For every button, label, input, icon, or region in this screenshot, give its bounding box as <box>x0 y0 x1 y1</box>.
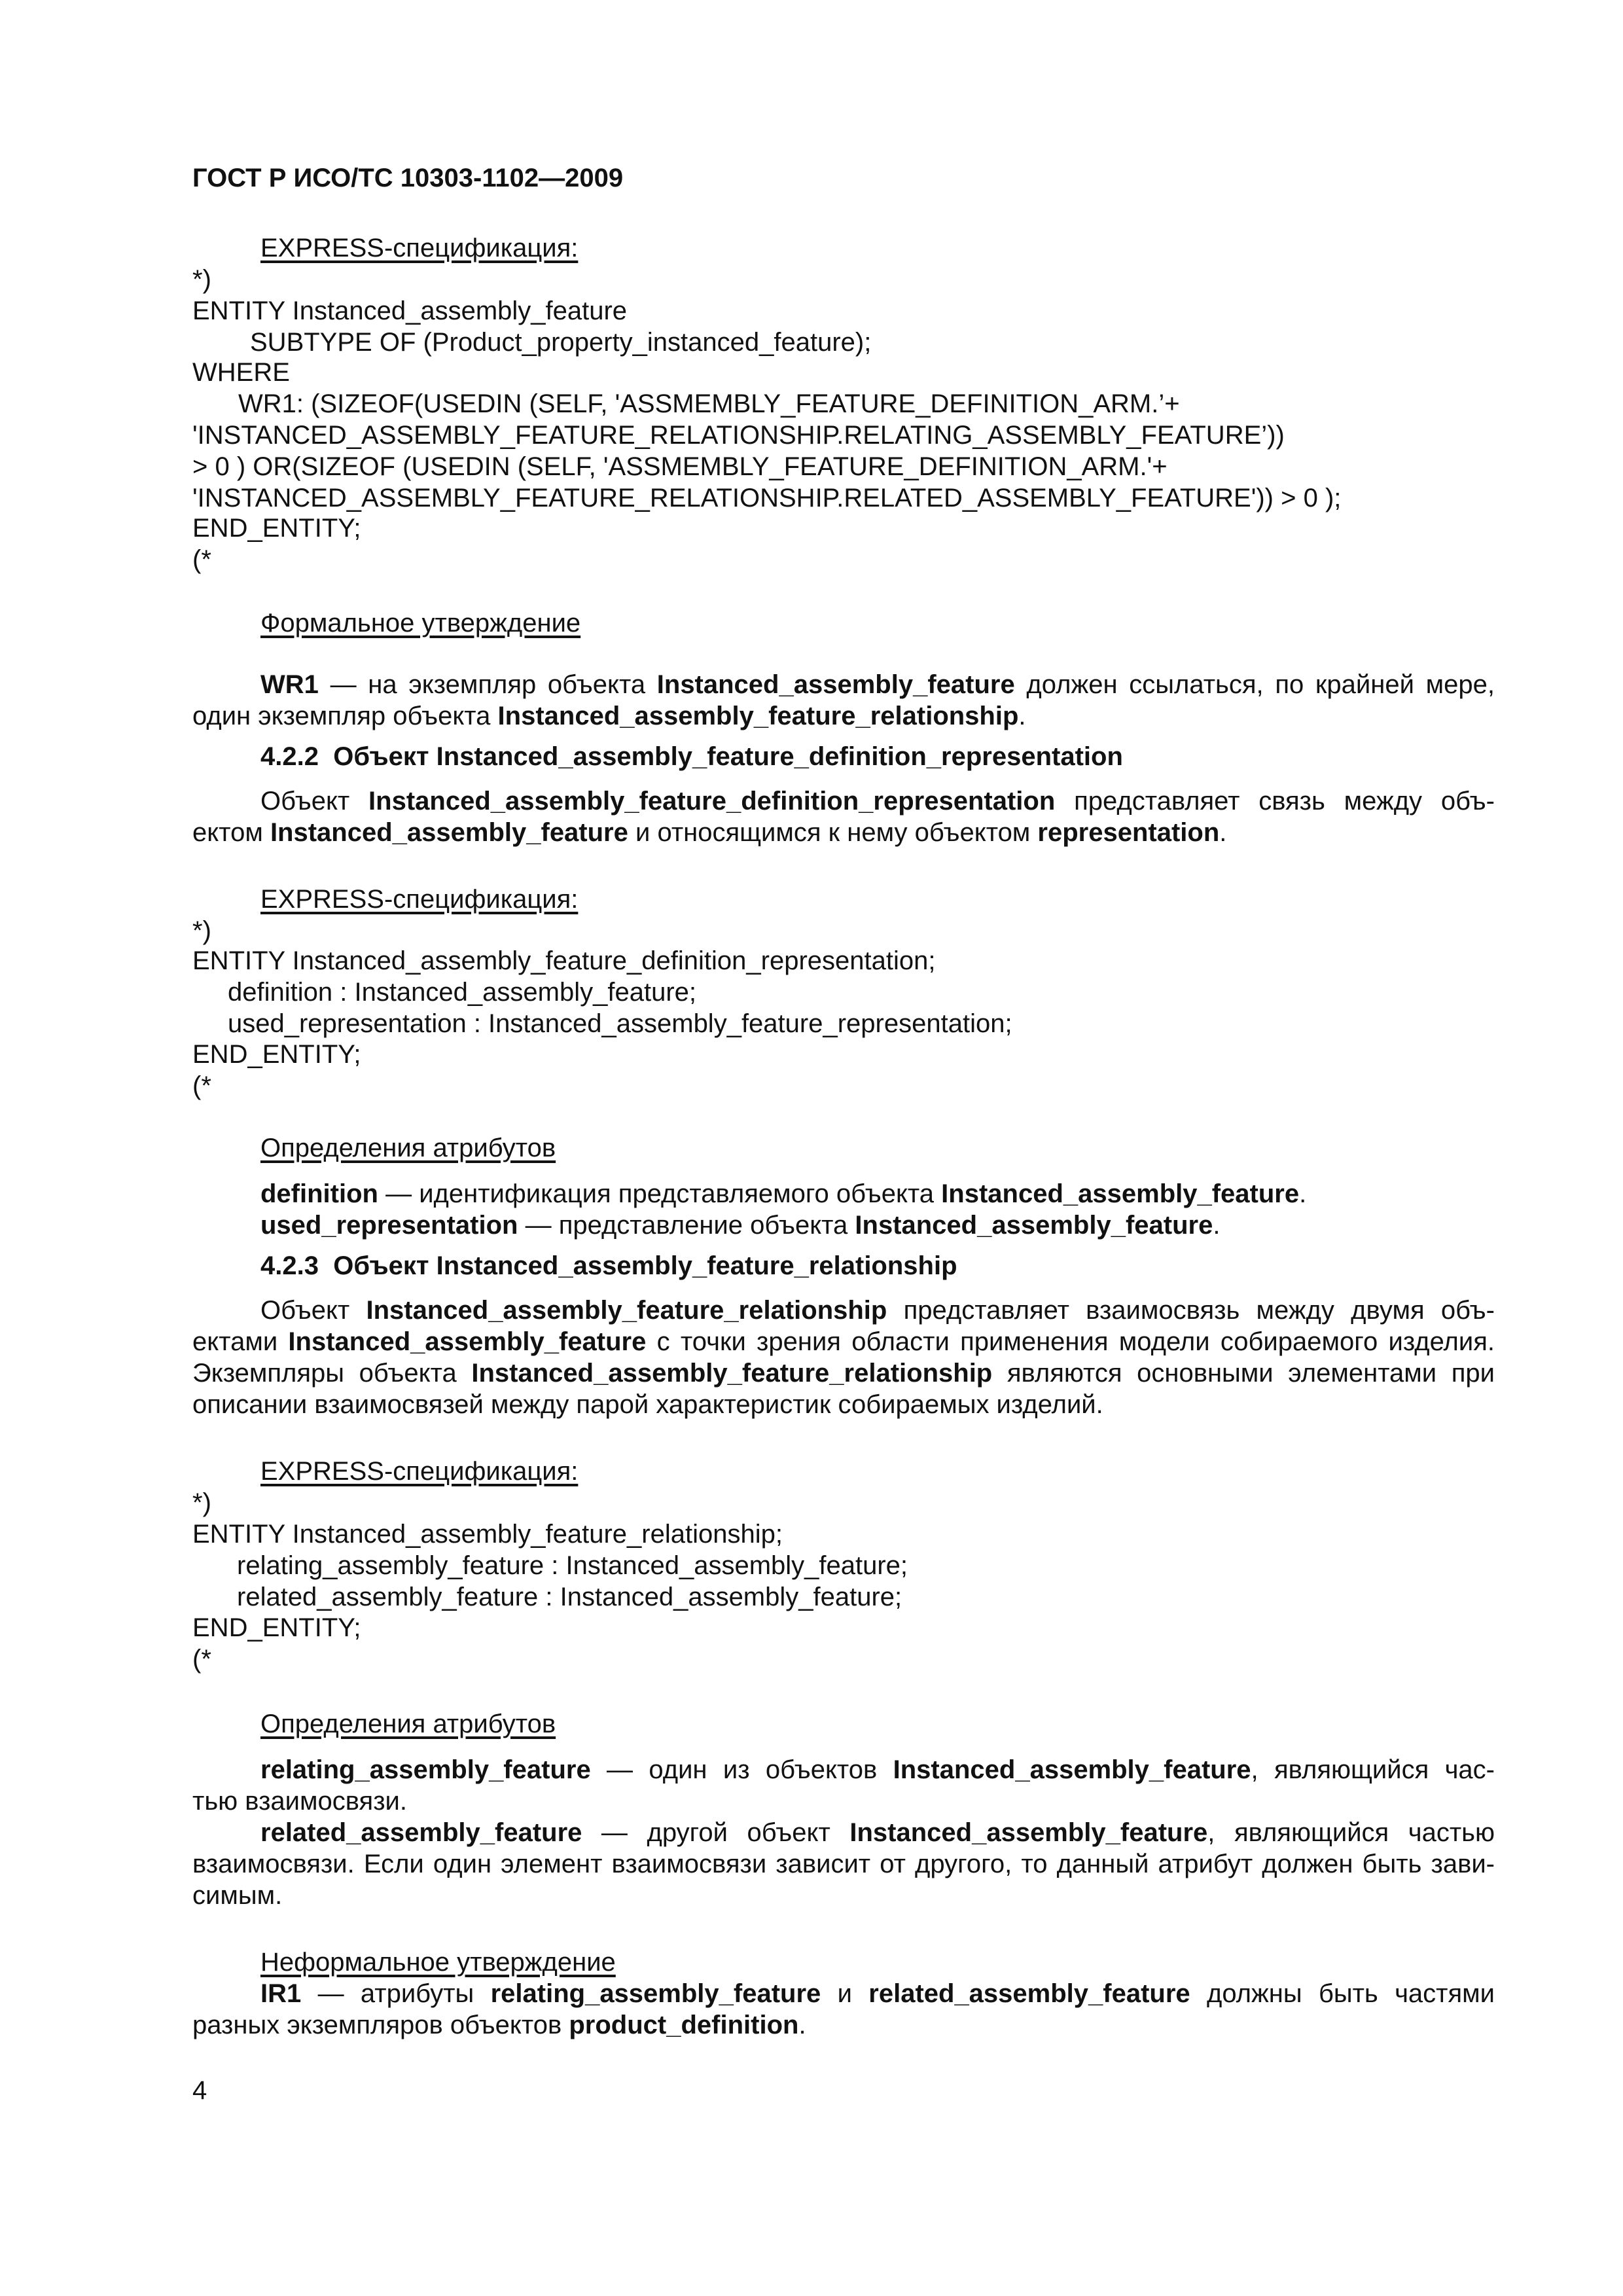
code-line: 'INSTANCED_ASSEMBLY_FEATURE_RELATIONSHIP.RELATED_ASSEMBLY_FEATURE')) > 0 ); <box>192 484 1342 512</box>
formal-rule-line1: WR1 — на экземпляр объекта Instanced_assembly_feature должен ссылаться, по крайней мере, <box>260 670 1495 699</box>
section-4-2-3-paragraph-line4: описании взаимосвязей между парой характеристик собираемых изделий. <box>192 1390 1103 1419</box>
express-label: EXPRESS-спецификация: <box>260 885 579 914</box>
code-line: used_representation : Instanced_assembly_feature_representation; <box>228 1009 1012 1038</box>
code-line: 'INSTANCED_ASSEMBLY_FEATURE_RELATIONSHIP.RELATING_ASSEMBLY_FEATURE’)) <box>192 421 1285 450</box>
document-header: ГОСТ Р ИСО/ТС 10303-1102—2009 <box>192 164 624 192</box>
code-line: related_assembly_feature : Instanced_assembly_feature; <box>237 1583 902 1611</box>
formal-heading: Формальное утверждение <box>260 609 581 637</box>
formal-rule-line2: один экземпляр объекта Instanced_assembly_feature_relationship. <box>192 702 1026 730</box>
code-line: SUBTYPE OF (Product_property_instanced_feature); <box>250 328 872 357</box>
code-line: WR1: (SIZEOF(USEDIN (SELF, 'ASSMEMBLY_FEATURE_DEFINITION_ARM.’+ <box>238 389 1180 418</box>
attribute-related-line2: взаимосвязи. Если один элемент взаимосвязи зависит от другого, то данный атрибут должен быть зави- <box>192 1850 1495 1878</box>
code-line: definition : Instanced_assembly_feature; <box>228 978 696 1007</box>
section-4-2-2-paragraph-line1: Объект Instanced_assembly_feature_definition_representation представляет связь между объ- <box>260 787 1495 816</box>
attribute-relating-line1: relating_assembly_feature — один из объектов Instanced_assembly_feature, являющийся час- <box>260 1755 1495 1784</box>
attribute-relating-line2: тью взаимосвязи. <box>192 1787 408 1816</box>
attribute-used-representation: used_representation — представление объекта Instanced_assembly_feature. <box>260 1211 1221 1240</box>
code-end-entity: END_ENTITY; <box>192 1613 361 1642</box>
section-4-2-2-paragraph-line2: ектом Instanced_assembly_feature и относящимся к нему объектом representation. <box>192 818 1227 847</box>
code-end-entity: END_ENTITY; <box>192 514 361 543</box>
code-line: WHERE <box>192 358 290 387</box>
section-4-2-3-title: 4.2.3 Объект Instanced_assembly_feature_relationship <box>260 1251 957 1280</box>
code-line: ENTITY Instanced_assembly_feature_definition_representation; <box>192 946 936 975</box>
informal-rule-line2: разных экземпляров объектов product_definition. <box>192 2011 806 2039</box>
code-open: *) <box>192 1488 211 1517</box>
page-number: 4 <box>192 2076 207 2105</box>
code-open: *) <box>192 916 211 945</box>
informal-rule-line1: IR1 — атрибуты relating_assembly_feature и related_assembly_feature должны быть частями <box>260 1979 1495 2008</box>
code-close: (* <box>192 1071 211 1100</box>
code-line: > 0 ) OR(SIZEOF (USEDIN (SELF, 'ASSMEMBLY_FEATURE_DEFINITION_ARM.'+ <box>192 452 1168 481</box>
express-label: EXPRESS-спецификация: <box>260 234 579 262</box>
section-4-2-2-title: 4.2.2 Объект Instanced_assembly_feature_definition_representation <box>260 742 1123 771</box>
attribute-definition: definition — идентификация представляемого объекта Instanced_assembly_feature. <box>260 1179 1307 1208</box>
code-open: *) <box>192 265 211 294</box>
code-end-entity: END_ENTITY; <box>192 1040 361 1069</box>
attributes-heading: Определения атрибутов <box>260 1134 556 1162</box>
code-line: ENTITY Instanced_assembly_feature_relationship; <box>192 1520 783 1549</box>
section-4-2-3-paragraph-line1: Объект Instanced_assembly_feature_relationship представляет взаимосвязь между двумя объ- <box>260 1296 1495 1325</box>
informal-heading: Неформальное утверждение <box>260 1948 616 1977</box>
express-label: EXPRESS-спецификация: <box>260 1457 579 1486</box>
code-close: (* <box>192 545 211 574</box>
attributes-heading: Определения атрибутов <box>260 1710 556 1738</box>
attribute-related-line1: related_assembly_feature — другой объект Instanced_assembly_feature, являющийся частью <box>260 1818 1495 1847</box>
attribute-related-line3: симым. <box>192 1881 283 1910</box>
code-close: (* <box>192 1645 211 1674</box>
section-4-2-3-paragraph-line3: Экземпляры объекта Instanced_assembly_feature_relationship являются основными элементами при <box>192 1359 1495 1388</box>
code-line: ENTITY Instanced_assembly_feature <box>192 296 628 325</box>
code-line: relating_assembly_feature : Instanced_assembly_feature; <box>237 1551 908 1580</box>
section-4-2-3-paragraph-line2: ектами Instanced_assembly_feature с точки зрения области применения модели собираемого изделия. <box>192 1327 1495 1356</box>
